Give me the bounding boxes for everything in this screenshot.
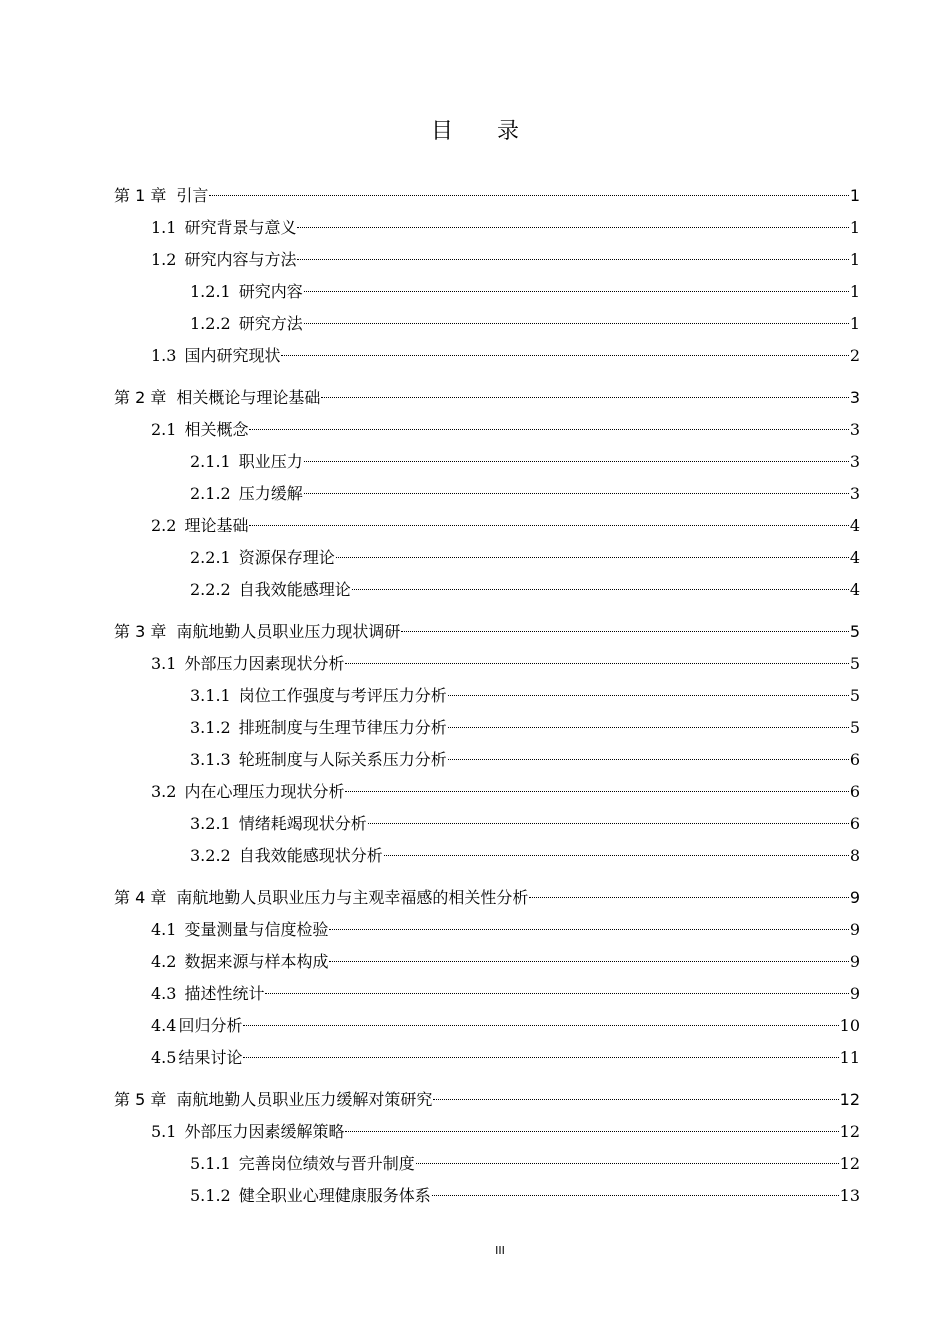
- toc-entry-label: [190, 1148, 415, 1180]
- toc-entry-page: 1: [849, 218, 860, 237]
- toc-subsection-entry[interactable]: [114, 712, 860, 744]
- toc-section-entry[interactable]: [114, 1010, 860, 1042]
- toc-entry-title: 研究内容: [238, 282, 303, 301]
- toc-entry-number: 3.2: [151, 782, 177, 801]
- toc-entry-number: 3.1: [151, 654, 177, 673]
- toc-entry-title: 国内研究现状: [184, 346, 281, 365]
- toc-entry-title: 南航地勤人员职业压力缓解对策研究: [176, 1090, 433, 1109]
- toc-entry-label: [151, 212, 296, 244]
- toc-chapter-entry[interactable]: [114, 180, 860, 212]
- dot-leader: [329, 961, 848, 962]
- toc-entry-title: 职业压力: [238, 452, 303, 471]
- toc-entry-label: [114, 1084, 432, 1116]
- toc-subsection-entry[interactable]: [114, 478, 860, 510]
- toc-entry-number: 1.2: [151, 250, 177, 269]
- toc-subsection-entry[interactable]: [114, 680, 860, 712]
- dot-leader: [352, 589, 849, 590]
- toc-chapter-entry[interactable]: [114, 882, 860, 914]
- toc-entry-page: 4: [849, 580, 860, 599]
- title-char-1: 目: [430, 119, 453, 144]
- dot-leader: [243, 1057, 838, 1058]
- toc-entry-title: 结果讨论: [178, 1048, 243, 1067]
- toc-entry-label: [151, 340, 280, 372]
- toc-entry-page: 8: [849, 846, 860, 865]
- toc-entry-label: [190, 276, 303, 308]
- toc-entry-label: [151, 414, 248, 446]
- toc-subsection-entry[interactable]: [114, 1180, 860, 1212]
- toc-entry-page: 11: [839, 1048, 860, 1067]
- toc-section-entry[interactable]: [114, 1042, 860, 1074]
- toc-entry-title: 内在心理压力现状分析: [184, 782, 345, 801]
- toc-subsection-entry[interactable]: [114, 446, 860, 478]
- toc-entry-number: 4.2: [151, 952, 177, 971]
- toc-section-entry[interactable]: [114, 510, 860, 542]
- table-of-contents: [114, 180, 860, 1212]
- toc-entry-label: [190, 744, 447, 776]
- toc-entry-page: 3: [849, 388, 860, 407]
- toc-entry-page: 9: [849, 920, 860, 939]
- toc-entry-title: 自我效能感理论: [238, 580, 351, 599]
- toc-entry-title: 外部压力因素现状分析: [184, 654, 345, 673]
- toc-entry-number: 3.2.2: [190, 846, 231, 865]
- toc-entry-title: 相关概念: [184, 420, 249, 439]
- toc-entry-title: 排班制度与生理节律压力分析: [238, 718, 447, 737]
- toc-entry-number: 2.1: [151, 420, 177, 439]
- toc-entry-number: 第 4 章: [114, 888, 167, 907]
- toc-entry-number: 4.5: [151, 1048, 177, 1067]
- toc-subsection-entry[interactable]: [114, 808, 860, 840]
- toc-entry-number: 3.1.2: [190, 718, 231, 737]
- dot-leader: [265, 993, 848, 994]
- dot-leader: [304, 461, 849, 462]
- toc-entry-page: 3: [849, 420, 860, 439]
- toc-entry-number: 2.2.1: [190, 548, 231, 567]
- toc-entry-title: 研究背景与意义: [184, 218, 297, 237]
- toc-entry-page: 12: [839, 1122, 860, 1141]
- toc-entry-number: 1.3: [151, 346, 177, 365]
- dot-leader: [209, 195, 848, 196]
- toc-entry-page: 6: [849, 750, 860, 769]
- toc-entry-label: [190, 712, 447, 744]
- toc-section-entry[interactable]: [114, 414, 860, 446]
- toc-entry-title: 外部压力因素缓解策略: [184, 1122, 345, 1141]
- toc-chapter-entry[interactable]: [114, 1084, 860, 1116]
- toc-section-entry[interactable]: [114, 1116, 860, 1148]
- toc-entry-number: 第 5 章: [114, 1090, 167, 1109]
- toc-entry-page: 5: [849, 654, 860, 673]
- toc-entry-label: [151, 776, 344, 808]
- dot-leader: [329, 929, 848, 930]
- toc-entry-label: [151, 914, 328, 946]
- toc-entry-title: 研究方法: [238, 314, 303, 333]
- toc-entry-title: 引言: [176, 186, 209, 205]
- toc-entry-number: 2.2.2: [190, 580, 231, 599]
- toc-entry-page: 1: [849, 186, 860, 205]
- toc-entry-title: 回归分析: [178, 1016, 243, 1035]
- dot-leader: [433, 1099, 838, 1100]
- toc-entry-page: 1: [849, 250, 860, 269]
- toc-chapter-entry[interactable]: [114, 616, 860, 648]
- toc-entry-page: 2: [849, 346, 860, 365]
- toc-entry-page: 9: [849, 888, 860, 907]
- toc-entry-number: 1.2.2: [190, 314, 231, 333]
- toc-entry-label: [190, 574, 351, 606]
- toc-entry-page: 5: [849, 686, 860, 705]
- toc-subsection-entry[interactable]: [114, 1148, 860, 1180]
- toc-entry-title: 相关概论与理论基础: [176, 388, 321, 407]
- toc-section-entry[interactable]: [114, 914, 860, 946]
- toc-entry-label: [151, 1116, 344, 1148]
- toc-entry-label: [114, 882, 528, 914]
- dot-leader: [432, 1195, 839, 1196]
- dot-leader: [304, 323, 849, 324]
- toc-entry-number: 4.4: [151, 1016, 177, 1035]
- dot-leader: [368, 823, 849, 824]
- dot-leader: [336, 557, 849, 558]
- toc-subsection-entry[interactable]: [114, 840, 860, 872]
- toc-entry-label: [151, 510, 248, 542]
- toc-entry-page: 6: [849, 782, 860, 801]
- toc-entry-title: 资源保存理论: [238, 548, 335, 567]
- toc-entry-page: 3: [849, 484, 860, 503]
- toc-entry-number: 2.2: [151, 516, 177, 535]
- toc-subsection-entry[interactable]: [114, 276, 860, 308]
- toc-subsection-entry[interactable]: [114, 542, 860, 574]
- toc-entry-page: 5: [849, 622, 860, 641]
- dot-leader: [401, 631, 848, 632]
- toc-entry-label: [190, 478, 303, 510]
- toc-entry-number: 5.1.1: [190, 1154, 231, 1173]
- toc-entry-title: 情绪耗竭现状分析: [238, 814, 367, 833]
- toc-entry-title: 数据来源与样本构成: [184, 952, 329, 971]
- toc-entry-number: 4.3: [151, 984, 177, 1003]
- toc-entry-number: 2.1.2: [190, 484, 231, 503]
- toc-entry-number: 第 2 章: [114, 388, 167, 407]
- toc-entry-page: 5: [849, 718, 860, 737]
- dot-leader: [249, 525, 848, 526]
- toc-entry-number: 1.1: [151, 218, 177, 237]
- title-char-2: 录: [497, 119, 520, 144]
- toc-subsection-entry[interactable]: [114, 574, 860, 606]
- toc-entry-title: 变量测量与信度检验: [184, 920, 329, 939]
- toc-entry-title: 自我效能感现状分析: [238, 846, 383, 865]
- toc-entry-label: [151, 648, 344, 680]
- toc-entry-title: 南航地勤人员职业压力现状调研: [176, 622, 401, 641]
- toc-entry-label: [114, 382, 320, 414]
- toc-entry-label: [151, 978, 264, 1010]
- dot-leader: [321, 397, 848, 398]
- toc-entry-label: [151, 244, 296, 276]
- dot-leader: [345, 663, 848, 664]
- toc-entry-number: 5.1.2: [190, 1186, 231, 1205]
- toc-section-entry[interactable]: [114, 978, 860, 1010]
- page-title: [0, 114, 950, 145]
- toc-entry-page: 12: [839, 1154, 860, 1173]
- toc-entry-label: [114, 180, 208, 212]
- toc-entry-page: 12: [839, 1090, 860, 1109]
- toc-entry-label: [114, 616, 400, 648]
- toc-entry-number: 第 3 章: [114, 622, 167, 641]
- toc-entry-page: 13: [839, 1186, 860, 1205]
- toc-entry-number: 5.1: [151, 1122, 177, 1141]
- toc-entry-page: 9: [849, 984, 860, 1003]
- dot-leader: [297, 259, 848, 260]
- toc-entry-number: 4.1: [151, 920, 177, 939]
- toc-entry-page: 10: [839, 1016, 860, 1035]
- dot-leader: [448, 759, 849, 760]
- toc-entry-page: 1: [849, 314, 860, 333]
- toc-entry-title: 轮班制度与人际关系压力分析: [238, 750, 447, 769]
- toc-entry-number: 3.2.1: [190, 814, 231, 833]
- toc-section-entry[interactable]: [114, 212, 860, 244]
- toc-entry-label: [151, 946, 328, 978]
- toc-entry-page: 4: [849, 516, 860, 535]
- toc-entry-title: 理论基础: [184, 516, 249, 535]
- toc-entry-title: 完善岗位绩效与晋升制度: [238, 1154, 415, 1173]
- toc-entry-page: 3: [849, 452, 860, 471]
- toc-entry-label: [151, 1010, 242, 1042]
- page-number: III: [495, 1244, 505, 1257]
- toc-chapter-entry[interactable]: [114, 382, 860, 414]
- toc-entry-label: [190, 542, 335, 574]
- toc-entry-title: 南航地勤人员职业压力与主观幸福感的相关性分析: [176, 888, 529, 907]
- toc-entry-label: [190, 840, 383, 872]
- toc-subsection-entry[interactable]: [114, 744, 860, 776]
- dot-leader: [384, 855, 849, 856]
- dot-leader: [297, 227, 848, 228]
- toc-section-entry[interactable]: [114, 946, 860, 978]
- dot-leader: [448, 695, 849, 696]
- toc-entry-label: [190, 680, 447, 712]
- dot-leader: [249, 429, 848, 430]
- toc-entry-number: 第 1 章: [114, 186, 167, 205]
- dot-leader: [345, 1131, 838, 1132]
- toc-entry-label: [190, 1180, 431, 1212]
- toc-entry-page: 9: [849, 952, 860, 971]
- dot-leader: [304, 291, 849, 292]
- dot-leader: [304, 493, 849, 494]
- dot-leader: [416, 1163, 839, 1164]
- toc-section-entry[interactable]: [114, 648, 860, 680]
- toc-subsection-entry[interactable]: [114, 308, 860, 340]
- toc-entry-title: 研究内容与方法: [184, 250, 297, 269]
- dot-leader: [345, 791, 848, 792]
- toc-entry-label: [151, 1042, 242, 1074]
- toc-entry-number: 3.1.3: [190, 750, 231, 769]
- toc-section-entry[interactable]: [114, 776, 860, 808]
- toc-entry-page: 6: [849, 814, 860, 833]
- toc-entry-label: [190, 808, 367, 840]
- toc-entry-label: [190, 308, 303, 340]
- toc-entry-title: 岗位工作强度与考评压力分析: [238, 686, 447, 705]
- dot-leader: [448, 727, 849, 728]
- toc-entry-number: 2.1.1: [190, 452, 231, 471]
- toc-entry-title: 描述性统计: [184, 984, 265, 1003]
- toc-entry-number: 1.2.1: [190, 282, 231, 301]
- toc-section-entry[interactable]: [114, 244, 860, 276]
- toc-entry-page: 1: [849, 282, 860, 301]
- dot-leader: [281, 355, 848, 356]
- toc-entry-number: 3.1.1: [190, 686, 231, 705]
- dot-leader: [529, 897, 848, 898]
- toc-entry-label: [190, 446, 303, 478]
- toc-entry-page: 4: [849, 548, 860, 567]
- toc-section-entry[interactable]: [114, 340, 860, 372]
- toc-entry-title: 健全职业心理健康服务体系: [238, 1186, 431, 1205]
- dot-leader: [243, 1025, 838, 1026]
- toc-entry-title: 压力缓解: [238, 484, 303, 503]
